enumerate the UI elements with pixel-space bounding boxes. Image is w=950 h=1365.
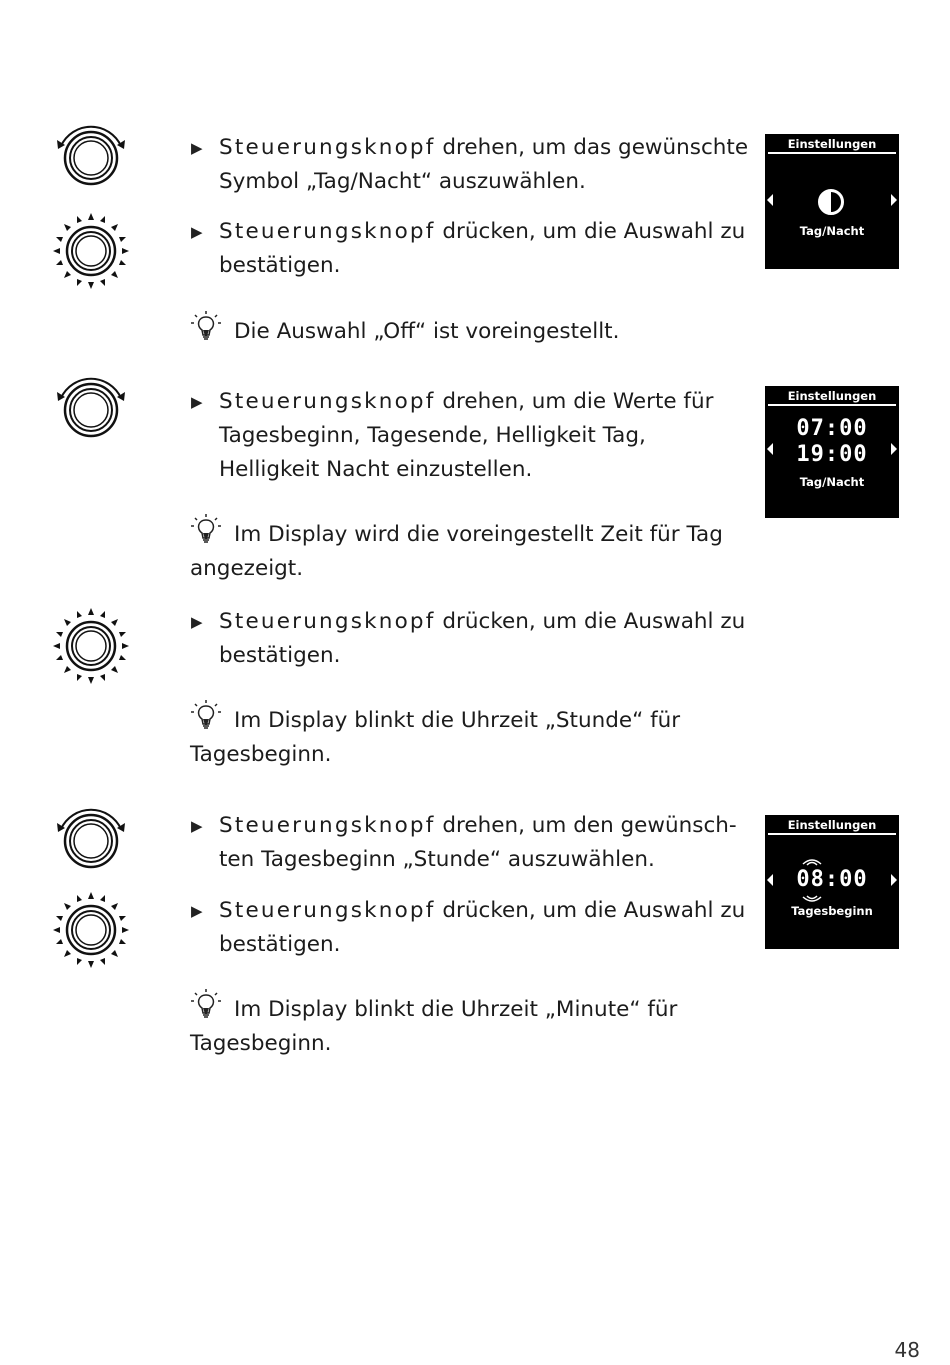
knob-press-icon [51,890,131,970]
control-knob-keyword: Steuerungsknopf [219,135,436,160]
arrow-right-icon [891,194,897,206]
screen-header: Einstellungen [787,389,877,403]
screen-label: Tag/Nacht [799,475,865,489]
screen-label: Tag/Nacht [799,224,865,238]
step-text: drücken, um die Auswahl zu bestätigen. [219,898,746,957]
time-day-end: 19:00 [796,442,868,467]
blink-icon [801,855,823,867]
triangle-bullet-icon: ▶ [191,393,203,411]
arrow-left-icon [767,194,773,206]
control-knob-keyword: Steuerungsknopf [219,898,436,923]
display-screen-day-night [765,134,899,269]
triangle-bullet-icon: ▶ [191,139,203,157]
tip-text: Die Auswahl „Off“ ist voreingestellt. [234,319,620,344]
screen-label: Tagesbeginn [791,904,873,918]
knob-press-icon [51,211,131,291]
lightbulb-tip-icon [190,988,224,1022]
header-divider [768,833,896,835]
triangle-bullet-icon: ▶ [191,902,203,920]
control-knob-keyword: Steuerungsknopf [219,813,436,838]
tip-text: Im Display wird die voreingestellt Zeit für Tag angezeigt. [190,522,723,581]
instruction-step [191,385,751,487]
knob-rotate-icon [51,118,131,198]
instruction-step [191,809,751,877]
instruction-step [191,605,751,673]
time-blinking: 08:00 [796,867,868,892]
screen-header: Einstellungen [787,818,877,832]
header-divider [768,404,896,406]
step-text: drücken, um die Auswahl zu bestätigen. [219,609,746,668]
tip-text: Im Display blinkt die Uhrzeit „Stunde“ für Tagesbeginn. [190,708,681,767]
instruction-step [191,215,751,283]
triangle-bullet-icon: ▶ [191,817,203,835]
triangle-bullet-icon: ▶ [191,613,203,631]
time-day-start: 07:00 [796,416,868,441]
lightbulb-tip-icon [190,699,224,733]
step-text: drehen, um die Werte für Tagesbeginn, Tagesende, Helligkeit Tag, Helligkeit Nacht einzustellen. [219,389,714,482]
display-screen-times [765,386,899,518]
tip-note [190,699,750,772]
lightbulb-tip-icon [190,310,224,344]
knob-rotate-icon [51,370,131,450]
instruction-step [191,894,751,962]
triangle-bullet-icon: ▶ [191,223,203,241]
screen-header: Einstellungen [787,137,877,151]
day-night-icon [815,186,847,218]
control-knob-keyword: Steuerungsknopf [219,389,436,414]
display-screen-day-start [765,815,899,949]
tip-text: Im Display blinkt die Uhrzeit „Minute“ für Tagesbeginn. [190,997,678,1056]
instruction-step [191,131,751,199]
step-text: drehen, um das gewünschte Symbol „Tag/Nacht“ auszuwählen. [219,135,749,194]
tip-note [190,310,750,349]
header-divider [768,152,896,154]
lightbulb-tip-icon [190,513,224,547]
page-number: 48 [894,1338,920,1362]
tip-note [190,513,750,586]
knob-rotate-icon [51,801,131,881]
step-text: drehen, um den gewünsch-ten Tagesbeginn „Stunde“ auszuwählen. [219,813,737,872]
step-text: drücken, um die Auswahl zu bestätigen. [219,219,746,278]
control-knob-keyword: Steuerungsknopf [219,219,436,244]
tip-note [190,988,750,1061]
knob-press-icon [51,606,131,686]
control-knob-keyword: Steuerungsknopf [219,609,436,634]
